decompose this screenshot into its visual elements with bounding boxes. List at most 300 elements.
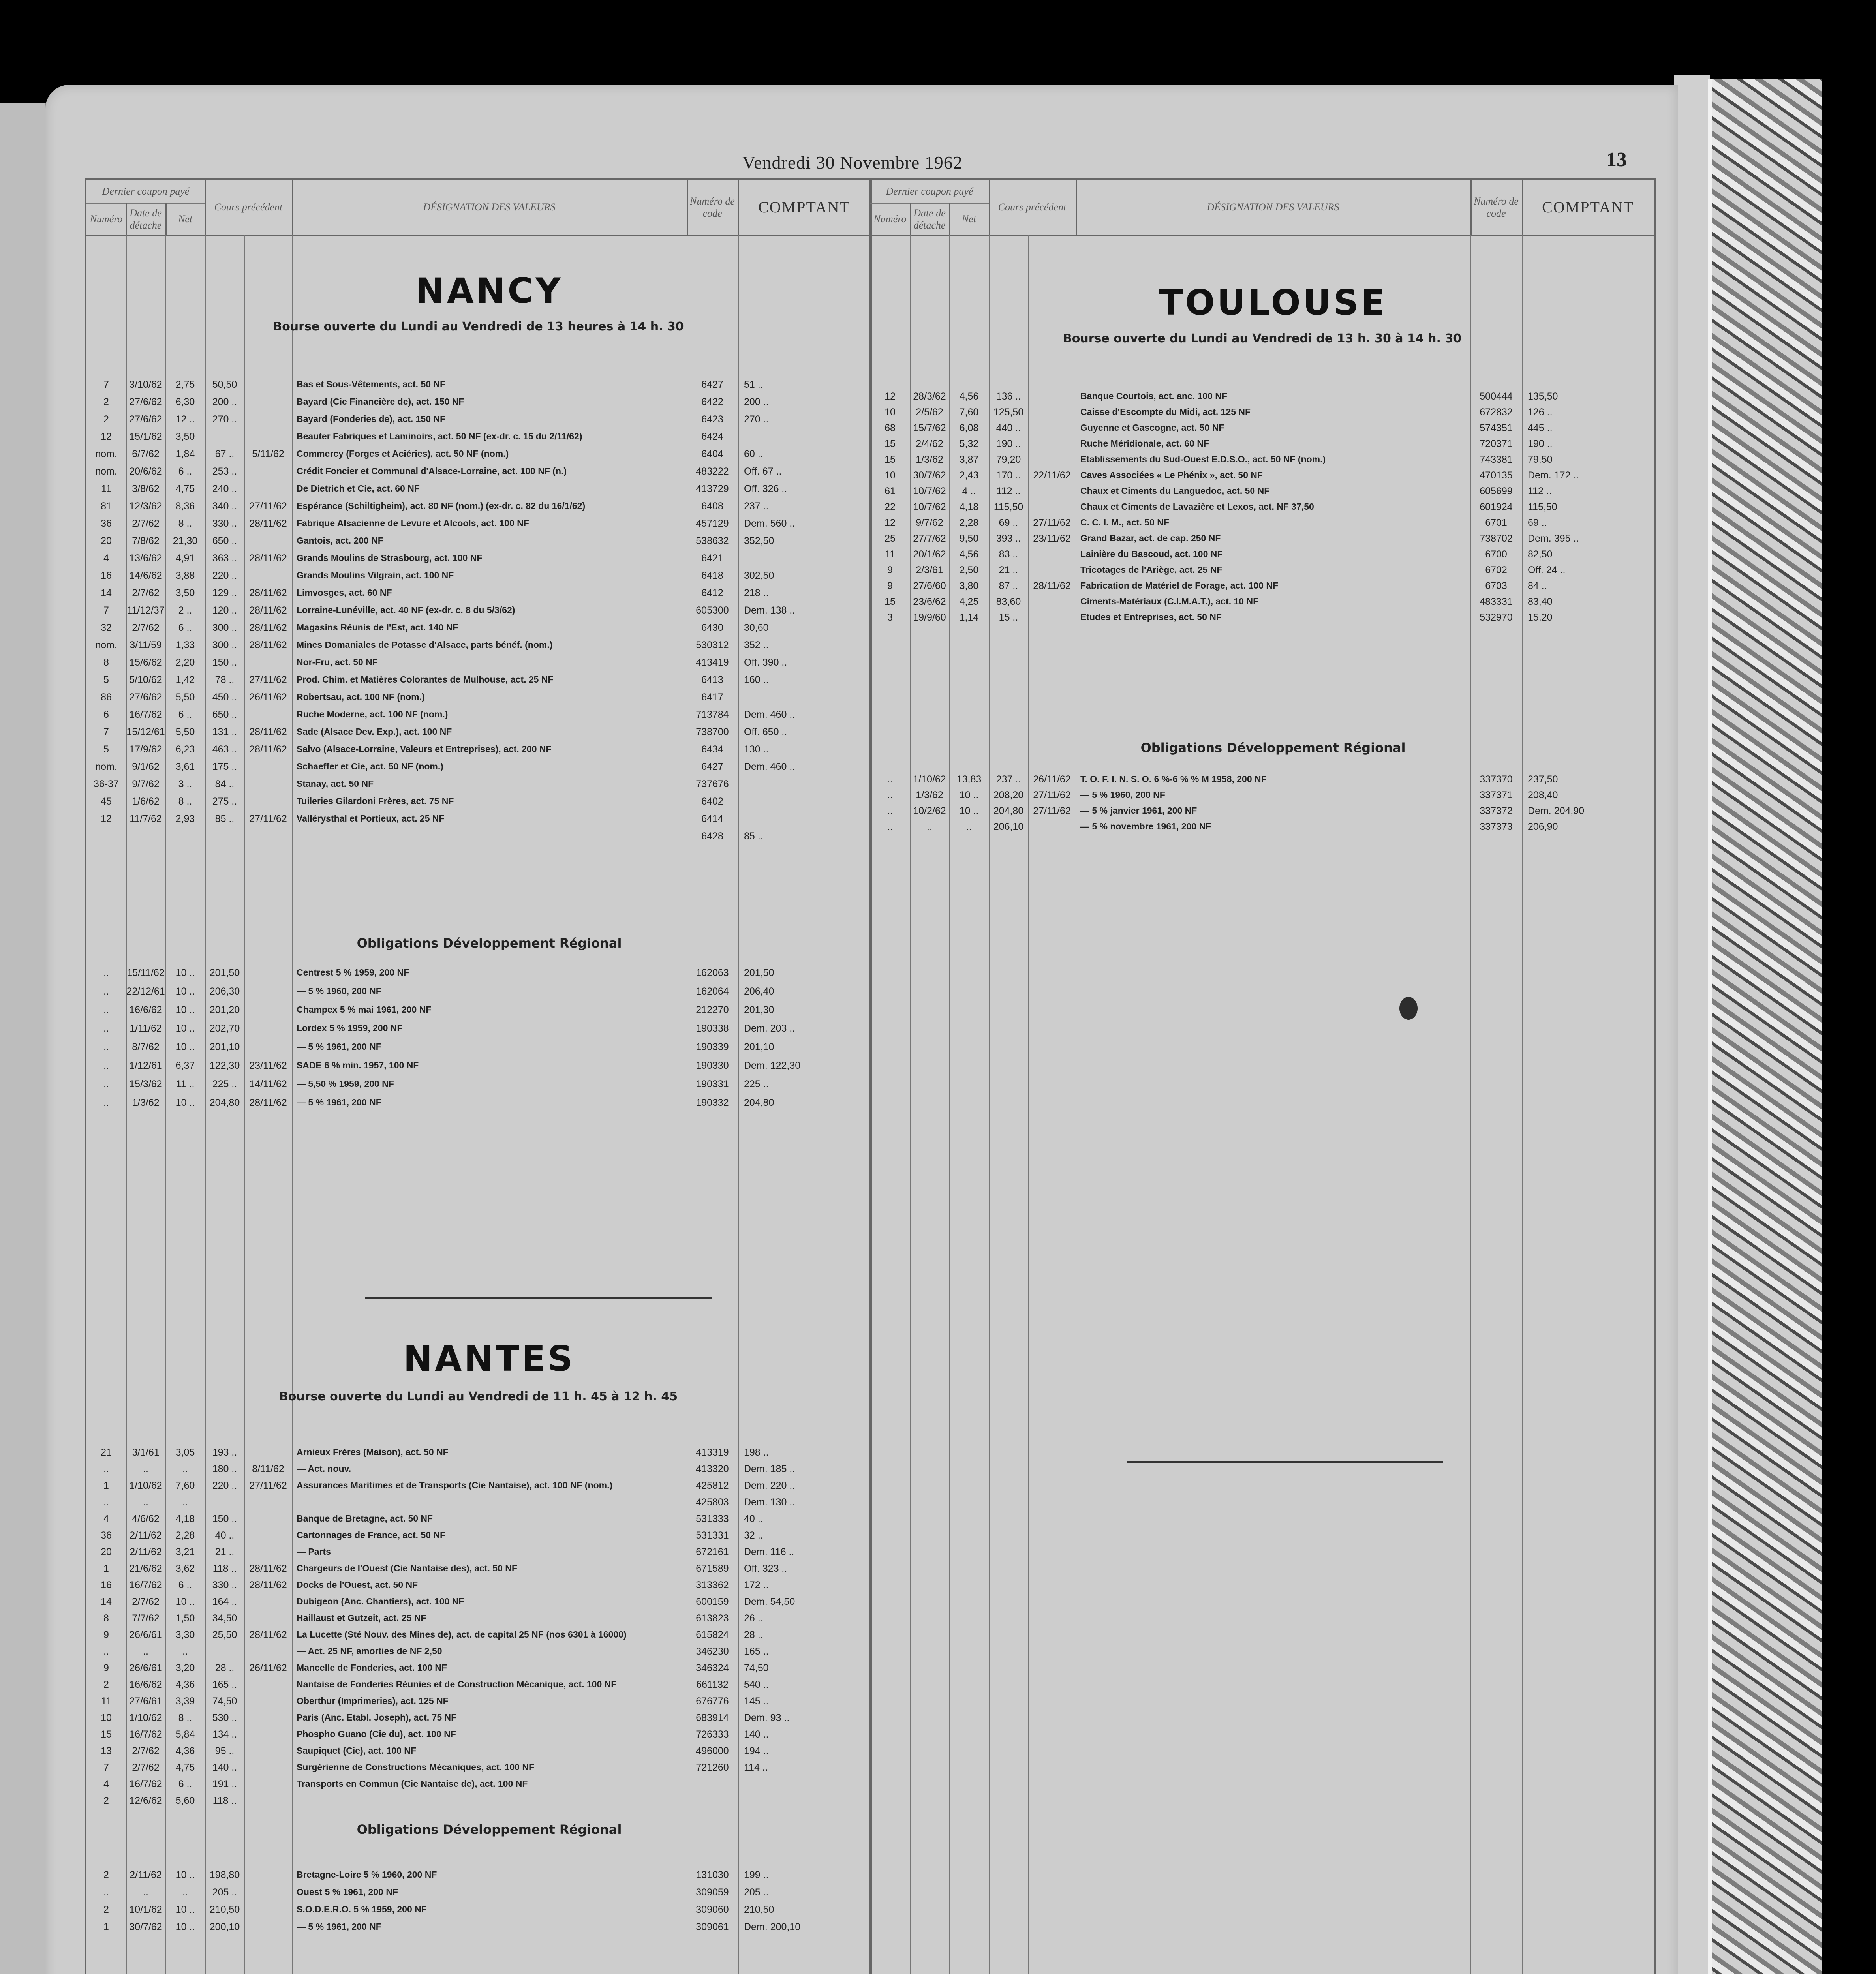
- cell-cours: 34,50: [212, 1613, 237, 1624]
- cell-cours: 200,10: [209, 1921, 240, 1933]
- cell-numero: 15: [884, 454, 896, 465]
- cell-cours-date: 26/11/62: [249, 692, 287, 703]
- cell-cours: 129 ..: [212, 587, 237, 599]
- cell-cours: 78 ..: [215, 674, 235, 685]
- cell-code: 190332: [696, 1097, 729, 1108]
- cell-cours: 201,20: [209, 1004, 240, 1015]
- cell-numero: ..: [103, 986, 109, 997]
- table-row: [870, 454, 1654, 467]
- cell-designation: Commercy (Forges et Aciéries), act. 50 NF (nom.): [297, 448, 509, 459]
- cell-net: 3 ..: [178, 779, 192, 790]
- cell-cours: 40 ..: [215, 1530, 235, 1541]
- cell-cours: 83 ..: [999, 549, 1018, 560]
- cell-designation: — 5 % 1961, 200 NF: [297, 1921, 381, 1932]
- cell-net: 4 ..: [962, 486, 976, 497]
- cell-designation: Prod. Chim. et Matières Colorantes de Mulhouse, act. 25 NF: [297, 674, 554, 685]
- table-row: [86, 605, 870, 617]
- cell-cours: 650 ..: [212, 535, 237, 546]
- cell-designation: Lorraine-Lunéville, act. 40 NF (ex-dr. c. 8 du 5/3/62): [297, 605, 515, 615]
- cell-comptant: 165 ..: [744, 1646, 769, 1657]
- cell-net: 10 ..: [175, 967, 195, 978]
- cell-code: 190330: [696, 1060, 729, 1071]
- cell-code: 162063: [696, 967, 729, 978]
- cell-date: 2/7/62: [132, 622, 160, 633]
- cell-numero: 9: [887, 580, 893, 591]
- cell-date: 15/7/62: [913, 422, 946, 433]
- cell-comptant: Off. 24 ..: [1528, 565, 1566, 576]
- cell-designation: Ruche Moderne, act. 100 NF (nom.): [297, 709, 448, 719]
- marbled-binding: [1708, 79, 1822, 1974]
- cell-cours-date: 28/11/62: [249, 605, 287, 616]
- nantes-obligations-title: Obligations Développement Régional: [357, 1822, 622, 1837]
- cell-numero: 21: [101, 1447, 112, 1458]
- cell-comptant: 82,50: [1528, 549, 1553, 560]
- cell-net: 8 ..: [178, 1712, 192, 1723]
- cell-code: 413729: [696, 483, 729, 494]
- table-row: [86, 1480, 870, 1493]
- cell-comptant: 302,50: [744, 570, 774, 581]
- table-row: [86, 1079, 870, 1091]
- cell-code: 605300: [696, 605, 729, 616]
- cell-date: 2/7/62: [132, 1745, 160, 1756]
- cell-cours: 118 ..: [212, 1795, 237, 1806]
- cell-code: 6422: [701, 396, 723, 407]
- cell-cours: 125,50: [993, 407, 1024, 418]
- cell-date: 2/4/62: [916, 438, 943, 449]
- cell-net: 10 ..: [959, 790, 979, 801]
- cell-date: 15/3/62: [129, 1079, 162, 1090]
- cell-code: 425803: [696, 1497, 729, 1508]
- cell-net: 10 ..: [175, 1004, 195, 1015]
- cell-cours-date: 27/11/62: [249, 501, 287, 512]
- cell-cours: 79,20: [996, 454, 1021, 465]
- cell-designation: Centrest 5 % 1959, 200 NF: [297, 967, 409, 978]
- cell-numero: 9: [103, 1663, 109, 1674]
- cell-net: 3,50: [175, 431, 195, 442]
- cell-net: 5,60: [175, 1795, 195, 1806]
- cell-code: 538632: [696, 535, 729, 546]
- cell-net: 6 ..: [178, 622, 192, 633]
- cell-date: 19/9/60: [913, 612, 946, 623]
- cell-comptant: 32 ..: [744, 1530, 763, 1541]
- cell-cours: 204,80: [993, 805, 1024, 816]
- cell-code: 672832: [1480, 407, 1513, 418]
- cell-comptant: Dem. 395 ..: [1528, 533, 1579, 544]
- cell-comptant: 69 ..: [1528, 517, 1547, 528]
- cell-net: 4,18: [175, 1513, 195, 1524]
- cell-numero: 6: [103, 709, 109, 720]
- cell-code: 457129: [696, 518, 729, 529]
- cell-cours: 340 ..: [212, 501, 237, 512]
- cell-designation: Tuileries Gilardoni Frères, act. 75 NF: [297, 796, 454, 806]
- cell-code: 600159: [696, 1596, 729, 1607]
- page-number: 13: [1606, 148, 1627, 171]
- cell-date: 15/12/61: [126, 726, 165, 737]
- cell-comptant: Dem. 172 ..: [1528, 470, 1579, 481]
- cell-date: 9/1/62: [132, 761, 160, 772]
- cell-date: 1/3/62: [132, 1097, 160, 1108]
- table-row: [870, 805, 1654, 818]
- cell-comptant: Dem. 203 ..: [744, 1023, 795, 1034]
- cell-cours: 204,80: [209, 1097, 240, 1108]
- cell-cours: 393 ..: [996, 533, 1021, 544]
- cell-comptant: 140 ..: [744, 1729, 769, 1740]
- table-row: [870, 517, 1654, 530]
- cell-designation: T. O. F. I. N. S. O. 6 %-6 % % M 1958, 200 NF: [1080, 774, 1267, 784]
- cell-date: 10/1/62: [129, 1904, 162, 1915]
- cell-numero: 1: [103, 1480, 109, 1491]
- cours-header: Cours précédent: [989, 180, 1077, 235]
- cell-cours-date: 28/11/62: [1033, 580, 1071, 591]
- table-row: [86, 1530, 870, 1542]
- cell-cours-date: 28/11/62: [249, 587, 287, 599]
- cell-numero: 12: [101, 813, 112, 824]
- cell-designation: Grand Bazar, act. de cap. 250 NF: [1080, 533, 1221, 543]
- cell-date: 1/6/62: [132, 796, 160, 807]
- cell-code: 613823: [696, 1613, 729, 1624]
- cell-net: 1,50: [175, 1613, 195, 1624]
- cell-net: 2,50: [959, 565, 979, 576]
- cell-net: 3,39: [175, 1696, 195, 1707]
- cell-code: 496000: [696, 1745, 729, 1756]
- cell-comptant: 130 ..: [744, 744, 769, 755]
- cell-designation: — Parts: [297, 1546, 331, 1557]
- cell-date: 2/11/62: [130, 1869, 162, 1880]
- cell-numero: 11: [101, 483, 111, 494]
- cell-cours: 112 ..: [996, 486, 1021, 497]
- cell-comptant: Dem. 138 ..: [744, 605, 795, 616]
- table-row: [86, 1869, 870, 1882]
- cell-numero: 9: [887, 565, 893, 576]
- cell-date: 7/8/62: [132, 535, 160, 546]
- cell-comptant: Dem. 54,50: [744, 1596, 795, 1607]
- numero-header: Numéro: [86, 203, 127, 235]
- cell-date: 16/7/62: [129, 1729, 162, 1740]
- cell-comptant: Dem. 130 ..: [744, 1497, 795, 1508]
- code-header: Numéro de code: [687, 180, 739, 235]
- cell-designation: Etudes et Entreprises, act. 50 NF: [1080, 612, 1222, 622]
- cell-code: 413319: [696, 1447, 729, 1458]
- cell-cours-date: 23/11/62: [1033, 533, 1071, 544]
- cell-numero: 13: [101, 1745, 112, 1756]
- cell-code: 6404: [701, 448, 723, 460]
- cell-code: 212270: [696, 1004, 729, 1015]
- cell-code: 530312: [696, 640, 729, 651]
- table-row: [86, 483, 870, 496]
- nancy-title: NANCY: [415, 270, 563, 311]
- code-header: Numéro de code: [1470, 180, 1523, 235]
- cell-designation: De Dietrich et Cie, act. 60 NF: [297, 483, 420, 494]
- numero-header: Numéro: [870, 203, 911, 235]
- cell-cours-date: 26/11/62: [249, 1663, 287, 1674]
- table-row: [870, 422, 1654, 435]
- table-row: [86, 1921, 870, 1934]
- cell-code: 574351: [1480, 422, 1513, 433]
- cell-designation: Mancelle de Fonderies, act. 100 NF: [297, 1663, 447, 1673]
- cell-net: 8 ..: [178, 796, 192, 807]
- cell-cours: 220 ..: [212, 1480, 237, 1491]
- cell-code: 601924: [1480, 501, 1513, 512]
- cell-numero: ..: [103, 967, 109, 978]
- cell-designation: C. C. I. M., act. 50 NF: [1080, 517, 1169, 527]
- cell-net: 11 ..: [176, 1079, 195, 1090]
- cell-net: 10 ..: [175, 1041, 195, 1053]
- cell-code: 661132: [696, 1679, 729, 1690]
- cell-cours-date: 8/11/62: [252, 1464, 284, 1475]
- cell-designation: Champex 5 % mai 1961, 200 NF: [297, 1004, 432, 1015]
- cell-designation: Oberthur (Imprimeries), act. 125 NF: [297, 1696, 449, 1706]
- cell-cours: 191 ..: [212, 1779, 237, 1790]
- cell-net: 4,18: [959, 501, 979, 512]
- cell-numero: ..: [103, 1887, 109, 1898]
- cell-comptant: 83,40: [1528, 596, 1553, 607]
- cell-cours: 650 ..: [212, 709, 237, 720]
- cell-numero: 2: [103, 1795, 109, 1806]
- cell-cours: 253 ..: [212, 466, 237, 477]
- ink-stain: [1399, 997, 1418, 1020]
- date-header: Date de détache: [910, 203, 950, 235]
- cell-comptant: 51 ..: [744, 379, 763, 390]
- cell-net: 6,37: [175, 1060, 195, 1071]
- cell-comptant: 225 ..: [744, 1079, 769, 1090]
- cell-code: 337370: [1480, 774, 1513, 785]
- table-row: [86, 501, 870, 513]
- cell-date: 21/6/62: [129, 1563, 162, 1574]
- cell-code: 6418: [701, 570, 723, 581]
- nancy-obligations-title: Obligations Développement Régional: [357, 936, 622, 951]
- cell-code: 6408: [701, 501, 723, 512]
- cell-numero: 16: [101, 570, 112, 581]
- cell-cours: 300 ..: [212, 640, 237, 651]
- cell-net: 5,50: [175, 692, 195, 703]
- cell-code: 6413: [701, 674, 723, 685]
- cell-date: 16/7/62: [129, 1779, 162, 1790]
- cell-comptant: Dem. 122,30: [744, 1060, 801, 1071]
- cell-cours: 225 ..: [212, 1079, 237, 1090]
- left-column-header: [86, 180, 870, 236]
- cell-designation: Saupiquet (Cie), act. 100 NF: [297, 1745, 416, 1756]
- cell-date: 7/7/62: [132, 1613, 160, 1624]
- table-row: [86, 1696, 870, 1708]
- right-column: [869, 178, 1656, 1974]
- cell-date: 2/11/62: [130, 1546, 162, 1557]
- cell-date: 3/10/62: [129, 379, 162, 390]
- table-row: [86, 1762, 870, 1775]
- cell-numero: 2: [103, 1869, 109, 1880]
- cell-designation: Bayard (Cie Financière de), act. 150 NF: [297, 396, 464, 407]
- table-row: [86, 1795, 870, 1808]
- cell-numero: 1: [103, 1563, 109, 1574]
- designation-header: DÉSIGNATION DES VALEURS: [292, 180, 688, 235]
- cell-date: 8/7/62: [132, 1041, 160, 1053]
- cell-net: ..: [182, 1887, 188, 1898]
- cell-cours: 363 ..: [212, 553, 237, 564]
- table-row: [870, 580, 1654, 593]
- designation-header: DÉSIGNATION DES VALEURS: [1076, 180, 1472, 235]
- cell-code: 190339: [696, 1041, 729, 1053]
- cell-cours: 175 ..: [212, 761, 237, 772]
- cell-designation: Guyenne et Gascogne, act. 50 NF: [1080, 422, 1224, 433]
- cell-cours: 170 ..: [996, 470, 1021, 481]
- cell-code: 532970: [1480, 612, 1513, 623]
- cell-net: 2,43: [959, 470, 979, 481]
- cell-code: 721260: [696, 1762, 729, 1773]
- cell-code: 346230: [696, 1646, 729, 1657]
- cell-comptant: Off. 67 ..: [744, 466, 782, 477]
- cell-comptant: 114 ..: [744, 1762, 768, 1773]
- cell-numero: ..: [103, 1004, 109, 1015]
- coupon-group-header: Dernier coupon payé: [870, 180, 990, 204]
- cell-numero: 16: [101, 1580, 112, 1591]
- cell-cours: 201,50: [209, 967, 240, 978]
- cell-cours-date: 27/11/62: [1033, 790, 1071, 801]
- cell-date: 5/10/62: [129, 674, 162, 685]
- cell-date: 1/11/62: [130, 1023, 162, 1034]
- cell-numero: ..: [103, 1097, 109, 1108]
- cell-designation: Beauter Fabriques et Laminoirs, act. 50 NF (ex-dr. c. 15 du 2/11/62): [297, 431, 582, 441]
- cell-numero: nom.: [95, 640, 117, 651]
- cell-numero: nom.: [95, 466, 117, 477]
- cell-code: 743381: [1480, 454, 1513, 465]
- cell-numero: ..: [103, 1023, 109, 1034]
- cell-numero: 2: [103, 396, 109, 407]
- cell-numero: 20: [101, 535, 112, 546]
- cell-cours: 150 ..: [212, 1513, 237, 1524]
- cell-date: 10/7/62: [913, 501, 946, 512]
- cell-cours: 300 ..: [212, 622, 237, 633]
- cell-numero: 4: [103, 553, 109, 564]
- cell-numero: nom.: [95, 448, 117, 460]
- cell-comptant: 206,40: [744, 986, 774, 997]
- cell-date: 1/3/62: [916, 790, 943, 801]
- cell-cours: 200 ..: [212, 396, 237, 407]
- cell-comptant: 237,50: [1528, 774, 1558, 785]
- cell-comptant: 160 ..: [744, 674, 769, 685]
- cell-cours: 115,50: [993, 501, 1023, 512]
- cell-code: 337371: [1480, 790, 1513, 801]
- cell-designation: Phospho Guano (Cie du), act. 100 NF: [297, 1729, 456, 1739]
- cell-code: 337372: [1480, 805, 1513, 816]
- table-row: [86, 1729, 870, 1741]
- cell-code: 6414: [701, 813, 723, 824]
- cell-code: 309059: [696, 1887, 729, 1898]
- ledger-page: [45, 85, 1678, 1974]
- cell-numero: 81: [101, 501, 112, 512]
- cell-numero: 25: [884, 533, 896, 544]
- table-row: [86, 726, 870, 739]
- table-row: [86, 692, 870, 704]
- cell-numero: 11: [101, 1696, 111, 1707]
- cell-designation: Banque de Bretagne, act. 50 NF: [297, 1513, 433, 1524]
- table-row: [86, 1580, 870, 1592]
- cell-net: 2,28: [175, 1530, 195, 1541]
- cell-comptant: 190 ..: [1528, 438, 1553, 449]
- cell-cours: 136 ..: [996, 391, 1021, 402]
- cell-comptant: 201,50: [744, 967, 774, 978]
- cell-numero: 3: [887, 612, 893, 623]
- table-row: [86, 1041, 870, 1054]
- cell-code: 6700: [1485, 549, 1507, 560]
- cell-cours: 85 ..: [215, 813, 235, 824]
- table-row: [86, 1004, 870, 1017]
- cell-code: 605699: [1480, 486, 1513, 497]
- cell-date: 13/6/62: [129, 553, 162, 564]
- cell-net: 6 ..: [178, 709, 192, 720]
- cell-net: 4,75: [175, 1762, 195, 1773]
- cell-date: 27/6/62: [129, 396, 162, 407]
- table-row: [870, 407, 1654, 419]
- cell-numero: 2: [103, 414, 109, 425]
- cell-net: 10 ..: [175, 1023, 195, 1034]
- cell-cours: 95 ..: [215, 1745, 235, 1756]
- nancy-hours: Bourse ouverte du Lundi au Vendredi de 13 heures à 14 h. 30: [273, 320, 684, 334]
- cell-cours: 206,10: [993, 821, 1024, 832]
- table-row: [86, 1663, 870, 1675]
- cell-designation: Lordex 5 % 1959, 200 NF: [297, 1023, 403, 1033]
- cell-comptant: 126 ..: [1528, 407, 1553, 418]
- cell-numero: 15: [884, 438, 896, 449]
- cell-designation: Bas et Sous-Vêtements, act. 50 NF: [297, 379, 446, 389]
- table-row: [870, 821, 1654, 834]
- section-separator: [365, 1297, 712, 1299]
- cell-cours: 530 ..: [212, 1712, 237, 1723]
- cell-code: 425812: [696, 1480, 729, 1491]
- cell-code: 6417: [701, 692, 723, 703]
- cell-net: 5,32: [959, 438, 979, 449]
- cell-numero: ..: [103, 1464, 109, 1475]
- net-header: Net: [949, 203, 990, 235]
- cell-designation: Espérance (Schiltigheim), act. 80 NF (nom.) (ex-dr. c. 82 du 16/1/62): [297, 501, 586, 511]
- cell-comptant: 28 ..: [744, 1629, 763, 1640]
- cell-date: 9/7/62: [132, 779, 160, 790]
- cell-date: 2/7/62: [132, 518, 160, 529]
- cell-net: 3,88: [175, 570, 195, 581]
- cell-cours: 190 ..: [996, 438, 1021, 449]
- cell-date: 1/10/62: [129, 1480, 162, 1491]
- cell-date: 26/6/61: [129, 1629, 162, 1640]
- table-row: [870, 533, 1654, 546]
- cell-net: 2,28: [959, 517, 979, 528]
- cell-code: 676776: [696, 1696, 729, 1707]
- cell-date: 3/11/59: [130, 640, 162, 651]
- table-row: [86, 1097, 870, 1110]
- cell-cours: 440 ..: [996, 422, 1021, 433]
- cell-date: 11/7/62: [130, 813, 162, 824]
- table-row: [86, 570, 870, 583]
- cell-numero: 22: [884, 501, 896, 512]
- cell-comptant: Off. 650 ..: [744, 726, 787, 737]
- date-header: Date de détache: [126, 203, 167, 235]
- table-row: [870, 549, 1654, 561]
- cell-date: 27/7/62: [913, 533, 946, 544]
- cell-cours: 270 ..: [212, 414, 237, 425]
- table-row: [86, 986, 870, 998]
- cell-cours: 202,70: [209, 1023, 240, 1034]
- cell-designation: — 5 % 1961, 200 NF: [297, 1041, 381, 1052]
- cell-date: 1/12/61: [129, 1060, 162, 1071]
- cell-designation: Arnieux Frères (Maison), act. 50 NF: [297, 1447, 449, 1457]
- cell-code: 190331: [696, 1079, 729, 1090]
- cell-designation: — 5 % 1961, 200 NF: [297, 1097, 381, 1107]
- table-row: [870, 501, 1654, 514]
- cell-net: 6 ..: [178, 1779, 192, 1790]
- cell-cours: 206,30: [209, 986, 240, 997]
- cell-designation: Grands Moulins de Strasbourg, act. 100 NF: [297, 553, 483, 563]
- cell-date: 11/12/37: [127, 605, 165, 616]
- cell-code: 337373: [1480, 821, 1513, 832]
- cell-cours: 205 ..: [212, 1887, 237, 1898]
- table-row: [86, 967, 870, 980]
